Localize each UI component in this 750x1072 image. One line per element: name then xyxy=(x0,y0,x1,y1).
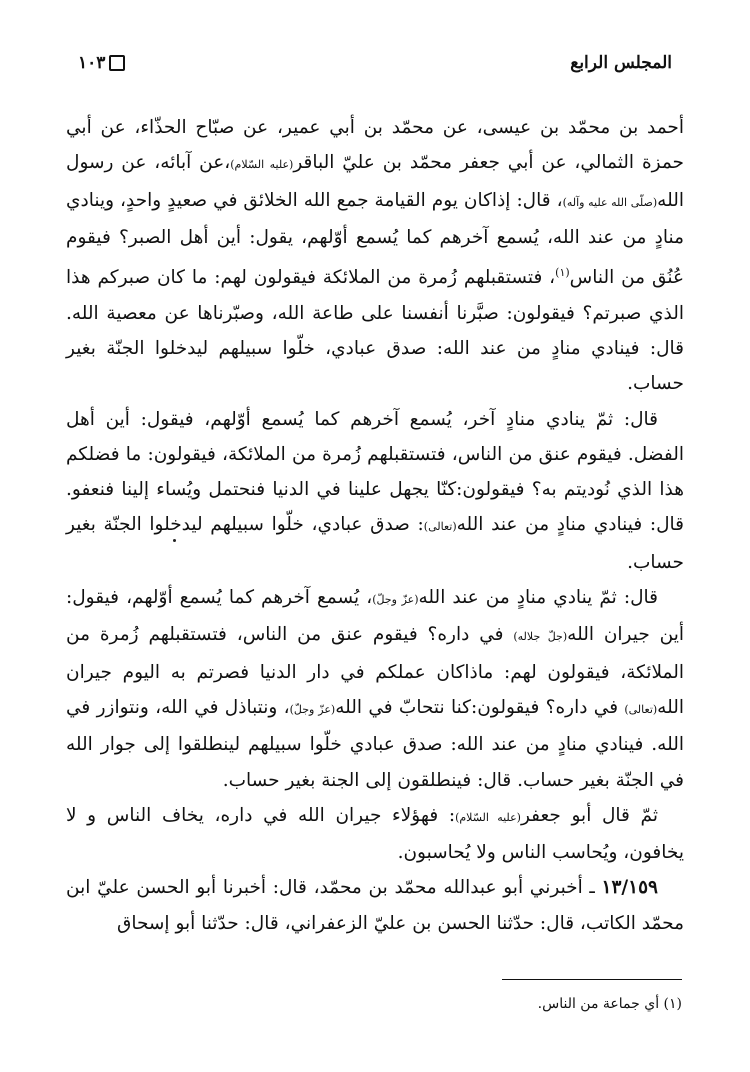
honorific: (تعالى) xyxy=(423,520,457,534)
honorific: (عليه السّلام) xyxy=(230,158,294,172)
paragraph-text: ، قال: إذاكان يوم القيامة جمع الله الخلائق في صعيدٍ واحدٍ، وينادي منادٍ من عند الله، يُسمع آخرهم كما يُسمع أوّلهم، يقول: أين أهل الصبر؟ فيقوم عُنُق من الناس xyxy=(66,189,684,289)
paragraph-text: ، فتستقبلهم زُمرة من الملائكة فيقولون لهم: ما كان صبركم هذا الذي صبرتم؟ فيقولون: صبَّرنا أنفسنا على طاعة الله، وصبّرناها عن معصية الله. قال: فينادي منادٍ من عند الله: صدق عبادي، خلّوا سبيلهم ليدخلوا الجنّة بغير حساب. xyxy=(66,267,684,395)
paragraph-text: : صدق عبادي، خلّوا سبيلهم ليدخلوا الجنّة بغير حساب. xyxy=(66,514,684,573)
paragraph-text: ، ونتباذل في الله، ونتوازر في الله. فينادي منادٍ من عند الله: صدق عبادي خلّوا سبيلهم لينطلقوا إلى جوار الله في الجنّة بغير حساب. قال: فينطلقون إلى الجنة بغير حساب. xyxy=(66,696,684,791)
footnote: (١) أي جماعة من الناس. xyxy=(537,996,682,1012)
stray-dot-mark xyxy=(173,539,176,542)
paragraph-text: قال: ثمّ ينادي منادٍ من عند الله xyxy=(418,587,659,609)
honorific: (صلّى الله عليه وآله) xyxy=(562,195,658,209)
paragraph xyxy=(66,798,684,871)
page-number-box-icon xyxy=(109,55,125,71)
footnote-ref: (١) xyxy=(555,266,570,280)
page-number xyxy=(78,53,125,73)
hadith-number: ١٣/١٥٩ xyxy=(601,877,658,899)
paragraph xyxy=(66,110,684,402)
page-header xyxy=(78,48,672,78)
paragraph-text: أحمد بن محمّد بن عيسى، عن محمّد بن أبي عمير، عن صبّاح الحذّاء، عن أبي حمزة الثمالي، عن أبي جعفر محمّد بن عليّ الباقر xyxy=(66,117,684,174)
honorific: (تعالى) xyxy=(624,702,658,716)
page-number-value: ١٠٣ xyxy=(78,53,106,73)
honorific: (عزّ وجلّ) xyxy=(372,593,419,607)
paragraph-text: في داره؟ فيقولون:كنا نتحابّ في الله xyxy=(335,696,625,718)
paragraph-text: : فهؤلاء جيران الله في داره، يخاف الناس و لا يخافون، ويُحاسب الناس ولا يُحاسبون. xyxy=(66,804,684,864)
paragraph-text: ، يُسمع آخرهم كما يُسمع أوّلهم، فيقول: أين جيران الله xyxy=(66,587,685,646)
paragraph xyxy=(66,580,684,798)
paragraph-text: ـ أخبرني أبو عبدالله محمّد بن محمّد، قال: أخبرنا أبو الحسن عليّ ابن محمّد الكاتب، قال: حدّثنا الحسن بن عليّ الزعفراني، قال: حدّثنا أبو إسحاق xyxy=(66,877,684,934)
paragraph-text: قال: ثمّ ينادي منادٍ آخر، يُسمع آخرهم كما يُسمع أوّلهم، فيقول: أين أهل الفضل. فيقوم عنق من الناس، فتستقبلهم زُمرة من الملائكة، فيقولون: ما فضلكم هذا الذي نُوديتم به؟ فيقولون:كنّا يجهل علينا في الدنيا فنحتمل ويُساء إلينا فنعفو. قال: فينادي منادٍ من عند الله xyxy=(66,408,684,536)
honorific: (عليه السّلام) xyxy=(455,810,521,824)
footnote-divider xyxy=(502,979,682,980)
honorific: (جلّ جلاله) xyxy=(513,630,568,644)
section-title: المجلس الرابع xyxy=(570,53,672,73)
body-text xyxy=(66,110,684,941)
paragraph xyxy=(66,870,684,941)
paragraph-text: في داره؟ فيقوم عنق من الناس، فتستقبلهم زُمرة من الملائكة، فيقولون لهم: ماذاكان عملكم في دار الدنيا فصرتم به اليوم جيران الله xyxy=(66,624,684,718)
paragraph-text: ثمّ قال أبو جعفر xyxy=(520,804,658,826)
paragraph xyxy=(66,402,684,580)
honorific: (عزّ وجلّ) xyxy=(289,702,336,716)
paragraph-text: ،عن آبائه، عن رسول الله xyxy=(66,152,684,211)
